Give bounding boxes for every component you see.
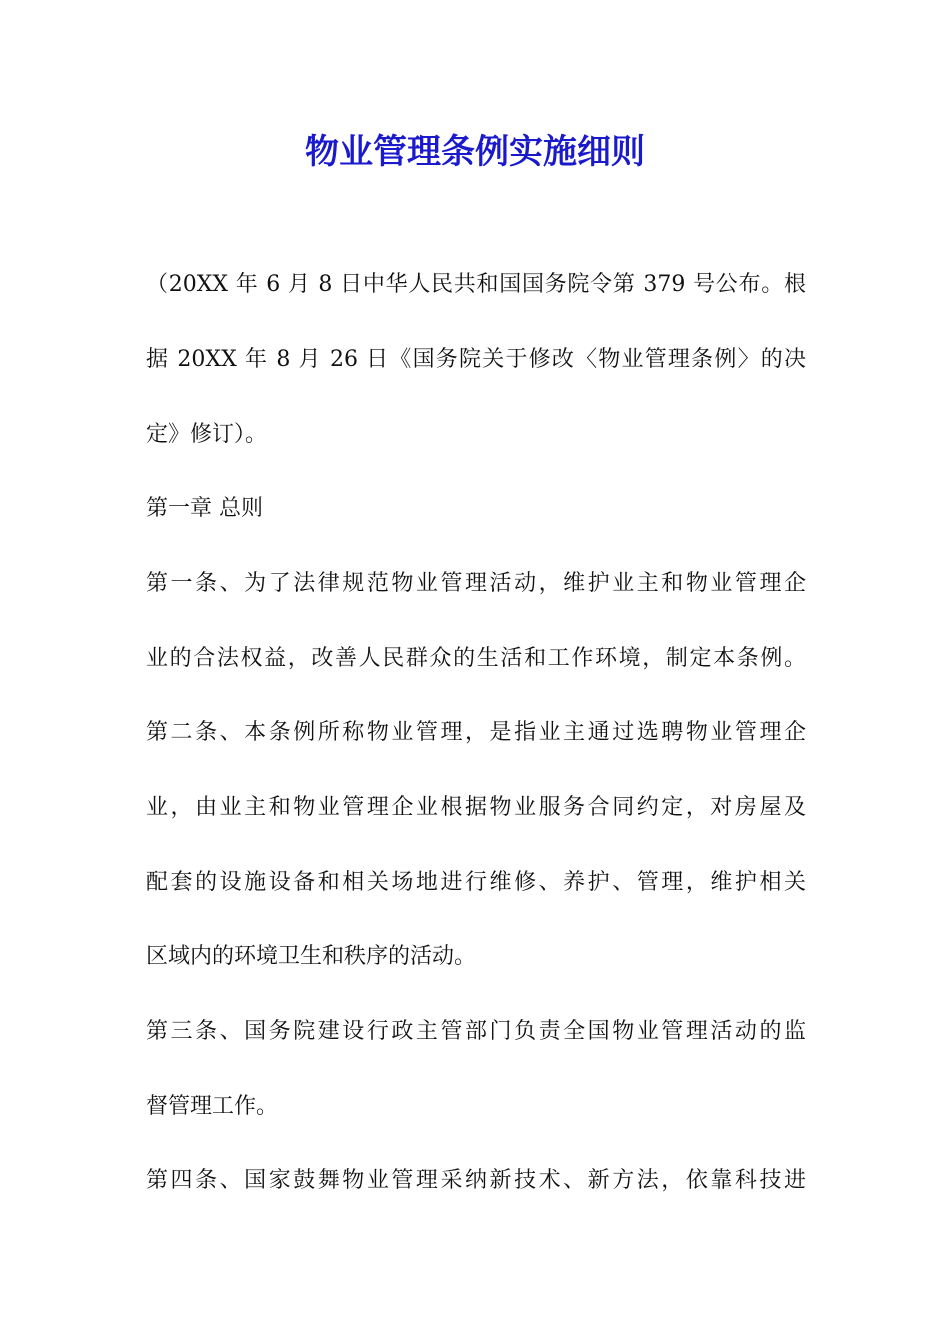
article-2-line-4: 区域内的环境卫生和秩序的活动。 — [146, 944, 477, 969]
article-1-line-1: 第一条、为了法律规范物业管理活动，维护业主和物业管理企 — [146, 571, 806, 596]
article-2-line-3: 配套的设施设备和相关场地进行维修、养护、管理，维护相关 — [146, 870, 806, 895]
document-title: 物业管理条例实施细则 — [305, 132, 645, 172]
article-3-line-1: 第三条、国务院建设行政主管部门负责全国物业管理活动的监 — [146, 1019, 806, 1044]
preamble-line-1: （20XX 年 6 月 8 日中华人民共和国国务院令第 379 号公布。根 — [146, 272, 806, 297]
article-2-line-2: 业，由业主和物业管理企业根据物业服务合同约定，对房屋及 — [146, 795, 806, 820]
article-1-line-2: 业的合法权益，改善人民群众的生活和工作环境，制定本条例。 — [146, 646, 806, 671]
article-2-line-1: 第二条、本条例所称物业管理，是指业主通过选聘物业管理企 — [146, 720, 806, 745]
article-4-line-1: 第四条、国家鼓舞物业管理采纳新技术、新方法，依靠科技进 — [146, 1168, 806, 1193]
chapter-heading: 第一章 总则 — [146, 496, 263, 521]
preamble-line-2: 据 20XX 年 8 月 26 日《国务院关于修改〈物业管理条例〉的决 — [146, 347, 806, 372]
preamble-line-3: 定》修订）。 — [146, 422, 268, 447]
article-3-line-2: 督管理工作。 — [146, 1094, 279, 1119]
